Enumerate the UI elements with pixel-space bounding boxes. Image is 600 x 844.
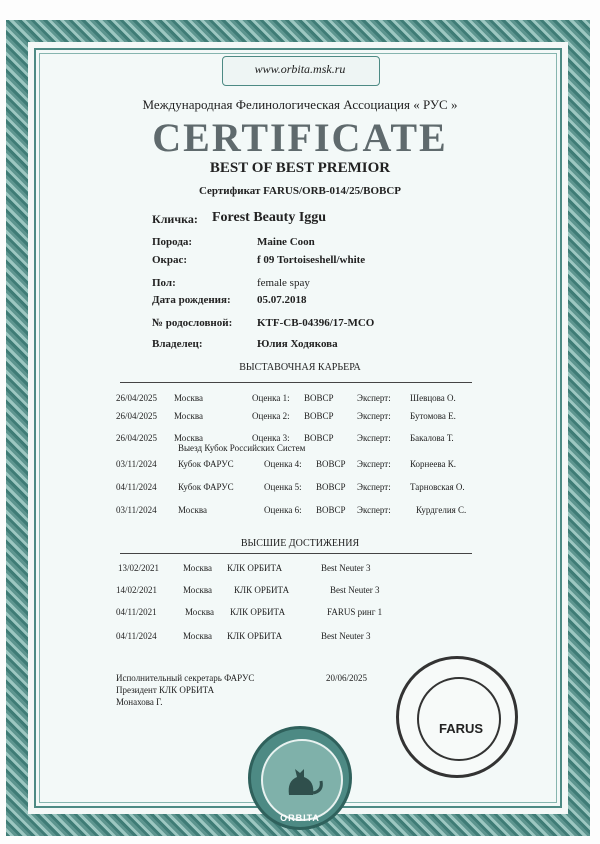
owner-label: Владелец:	[152, 338, 203, 350]
row-date: 26/04/2025	[116, 393, 158, 403]
achievements-heading: ВЫСШИЕ ДОСТИЖЕНИЯ	[240, 538, 360, 549]
ach-club: КЛК ОРБИТА	[230, 607, 286, 617]
name-label: Кличка:	[152, 212, 198, 226]
cat-logo-icon	[261, 739, 343, 821]
seal-text: FARUS	[438, 721, 484, 736]
issue-date: 20/06/2025	[326, 673, 368, 683]
row-expert-label: Эксперт:	[357, 411, 391, 421]
ach-city: Москва	[183, 631, 212, 641]
ach-city: Москва	[183, 563, 212, 573]
breed-label: Порода:	[152, 236, 193, 248]
row-grade: Оценка 5:	[264, 482, 302, 492]
row-result: BOBCP	[304, 411, 334, 421]
pedigree-label: № родословной:	[152, 317, 233, 329]
name-value: Forest Beauty Iggu	[212, 210, 327, 225]
farus-seal	[396, 656, 518, 778]
secretary-title: Исполнительный секретарь ФАРУС	[116, 673, 255, 683]
career-note: Выезд Кубок Российских Систем	[178, 443, 306, 453]
ach-award: FARUS ринг 1	[327, 607, 383, 617]
president-name: Монахова Г.	[116, 697, 163, 707]
orbita-emblem	[248, 726, 352, 830]
sex-label: Пол:	[152, 277, 176, 289]
dob-value: 05.07.2018	[257, 294, 307, 306]
row-grade: Оценка 6:	[264, 505, 302, 515]
ach-date: 04/11/2021	[116, 607, 157, 617]
ach-date: 13/02/2021	[118, 563, 160, 573]
row-expert-label: Эксперт:	[357, 433, 391, 443]
ach-club: КЛК ОРБИТА	[234, 585, 290, 595]
certificate-title: CERTIFICATE	[152, 115, 448, 160]
breed-value: Maine Coon	[257, 236, 315, 248]
row-result: BOBCP	[304, 393, 334, 403]
row-expert: Шевцова О.	[410, 393, 456, 403]
dob-label: Дата рождения:	[152, 294, 231, 306]
pedigree-value: KTF-CB-04396/17-MCO	[257, 317, 375, 329]
career-divider	[120, 382, 472, 383]
row-expert-label: Эксперт:	[357, 482, 391, 492]
cat-silhouette-icon	[263, 741, 341, 819]
row-result: BOBCP	[316, 459, 346, 469]
row-expert-label: Эксперт:	[357, 505, 391, 515]
ach-city: Москва	[185, 607, 214, 617]
row-date: 26/04/2025	[116, 433, 158, 443]
row-result: BOBCP	[316, 505, 346, 515]
president-title: Президент КЛК ОРБИТА	[116, 685, 215, 695]
achievements-divider	[120, 553, 472, 554]
ach-award: Best Neuter 3	[321, 631, 371, 641]
row-grade: Оценка 4:	[264, 459, 302, 469]
seal-inner-ring	[417, 677, 501, 761]
row-city: Кубок ФАРУС	[178, 482, 234, 492]
ach-city: Москва	[183, 585, 212, 595]
ach-club: КЛК ОРБИТА	[227, 563, 283, 573]
row-date: 04/11/2024	[116, 482, 157, 492]
sex-value: female spay	[257, 277, 310, 289]
row-grade: Оценка 3:	[252, 433, 290, 443]
row-expert: Бутомова Е.	[410, 411, 456, 421]
row-expert: Курдгелия С.	[416, 505, 467, 515]
row-expert-label: Эксперт:	[357, 393, 391, 403]
row-expert: Корнеева К.	[410, 459, 456, 469]
row-result: BOBCP	[316, 482, 346, 492]
row-expert-label: Эксперт:	[357, 459, 391, 469]
row-city: Москва	[178, 505, 207, 515]
row-date: 03/11/2024	[116, 505, 157, 515]
row-expert: Тарновская О.	[410, 482, 465, 492]
color-label: Окрас:	[152, 254, 188, 266]
career-heading: ВЫСТАВОЧНАЯ КАРЬЕРА	[239, 362, 361, 373]
row-city: Кубок ФАРУС	[178, 459, 234, 469]
certificate-number: Сертификат FARUS/ORB-014/25/BOBCP	[198, 185, 402, 197]
ach-award: Best Neuter 3	[330, 585, 380, 595]
ach-award: Best Neuter 3	[321, 563, 371, 573]
row-date: 26/04/2025	[116, 411, 158, 421]
owner-value: Юлия Ходякова	[257, 338, 338, 350]
row-city: Москва	[174, 433, 203, 443]
ach-club: КЛК ОРБИТА	[227, 631, 283, 641]
row-city: Москва	[174, 393, 203, 403]
row-city: Москва	[174, 411, 203, 421]
row-date: 03/11/2024	[116, 459, 157, 469]
color-value: f 09 Tortoiseshell/white	[257, 254, 366, 266]
certificate-subtitle: BEST OF BEST PREMIOR	[209, 160, 391, 176]
row-grade: Оценка 2:	[252, 411, 290, 421]
row-result: BOBCP	[304, 433, 334, 443]
row-grade: Оценка 1:	[252, 393, 290, 403]
ach-date: 14/02/2021	[116, 585, 158, 595]
row-expert: Бакалова Т.	[410, 433, 454, 443]
emblem-text: ORBITA	[280, 813, 320, 823]
website-url: www.orbita.msk.ru	[254, 62, 346, 76]
association-name: Международная Фелинологическая Ассоциация « РУС »	[142, 97, 458, 112]
ach-date: 04/11/2024	[116, 631, 157, 641]
